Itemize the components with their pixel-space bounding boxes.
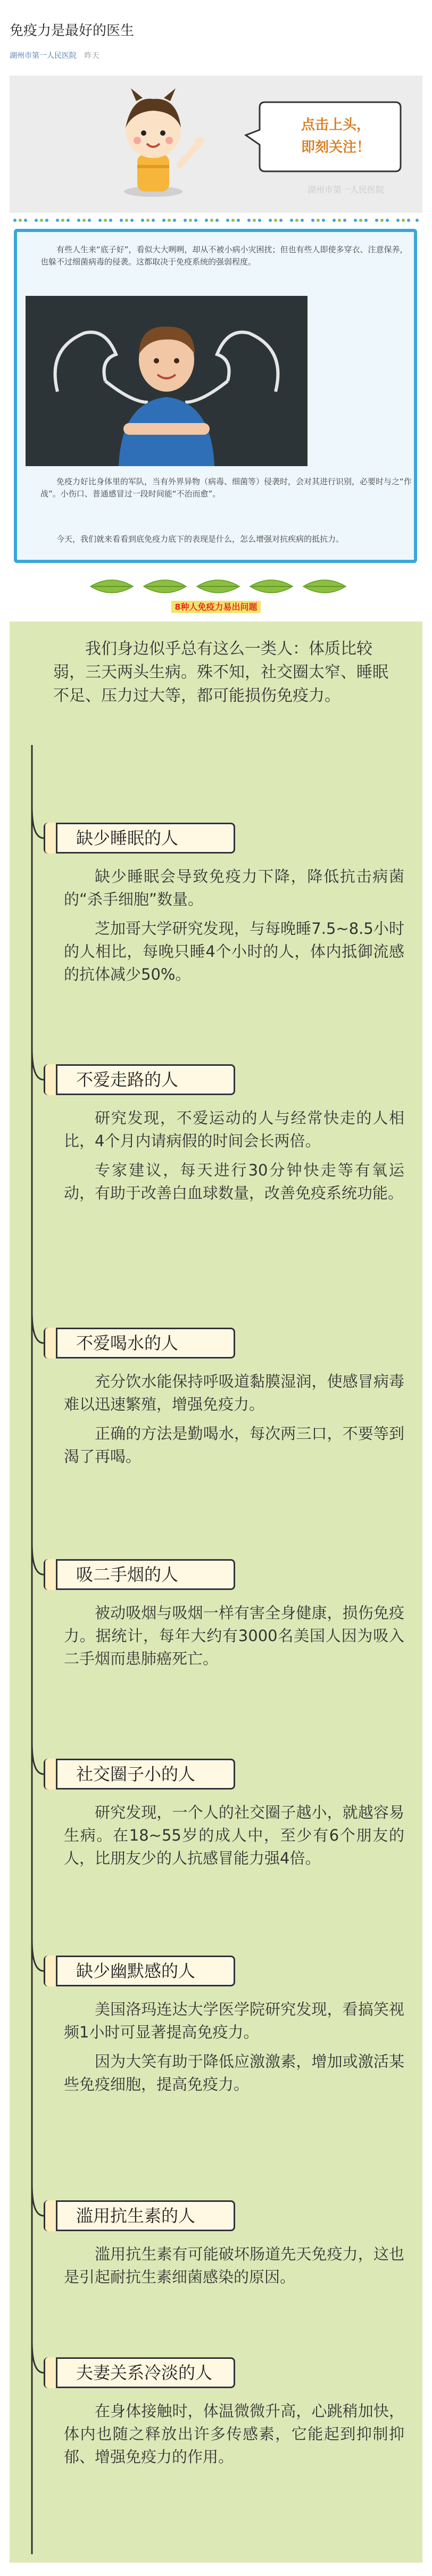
- cartoon-girl-icon: [100, 85, 206, 202]
- dotted-divider: [10, 214, 422, 227]
- intro-paragraph-2: 免疫力好比身体里的军队，当有外界异物（病毒、细菌等）侵袭时，会对其进行识别，必要时与之“作战”。小伤口、普通感冒过一段时间能“不治而愈”。: [40, 477, 412, 499]
- intro-paragraph-1: 有些人生来“底子好”，看似大大咧咧，却从不被小病小灾困扰；但也有些人即使多穿衣、注意保养，也躲不过细菌病毒的侵袭。这都取决于免疫系统的强弱程度。: [40, 245, 408, 267]
- follow-prompt-line1: 点击上头，: [301, 117, 370, 133]
- highlight-title: [0, 600, 432, 612]
- highlight-title-text: 8种人免疫力易出问题: [171, 601, 260, 613]
- follow-prompt: [275, 114, 397, 159]
- section-paragraph: 芝加哥大学研究发现，与每晚睡7.5~8.5小时的人相比，每晚只睡4个小时的人，体内抵御流感的抗体减少50%。: [64, 920, 404, 983]
- main-intro-paragraph: 我们身边似乎总有这么一类人：体质比较弱，三天两头生病。殊不知，社交圈太窄、睡眠不足、压力过大等，都可能损伤免疫力。: [53, 640, 388, 705]
- leaf-divider-icon: [80, 575, 356, 598]
- follow-banner: [10, 76, 422, 213]
- account-name-link[interactable]: 湖州市第一人民医院: [10, 52, 77, 60]
- section-body: [64, 1107, 404, 1211]
- intro-paragraph-3: 今天，我们就来看看到底免疫力底下的表现是什么，怎么增强对抗疾病的抵抗力。: [56, 534, 344, 544]
- section-body: [64, 2243, 404, 2295]
- section-label: 不爱喝水的人: [44, 1328, 235, 1359]
- section-paragraph: 缺少睡眠会导致免疫力下降，降低抗击病菌的“杀手细胞”数量。: [64, 867, 404, 908]
- section-body: [64, 2400, 404, 2475]
- boy-flexing-photo: [26, 296, 308, 466]
- hospital-watermark: 湖州市第一人民医院: [308, 185, 385, 195]
- section-paragraph: 在身体接触时，体温微微升高，心跳稍加快，体内也随之释放出许多传感素，它能起到抑制抑郁、增强免疫力的作用。: [64, 2402, 404, 2466]
- section-paragraph: 被动吸烟与吸烟一样有害全身健康，损伤免疫力。据统计，每年大约有3000名美国人因为吸入二手烟而患肺癌死亡。: [64, 1604, 404, 1668]
- section-paragraph: 专家建议，每天进行30分钟快走等有氧运动，有助于改善白血球数量，改善免疫系统功能。: [64, 1161, 404, 1202]
- article-meta: [10, 50, 422, 61]
- section-body: [64, 1602, 404, 1677]
- section-label: 社交圈子小的人: [44, 1759, 235, 1790]
- section-label: 缺少幽默感的人: [44, 1956, 235, 1986]
- section-body: [64, 865, 404, 992]
- article-title: 免疫力是最好的医生: [10, 23, 135, 39]
- section-body: [64, 1370, 404, 1475]
- section-label: 缺少睡眠的人: [44, 823, 235, 854]
- section-paragraph: 研究发现，不爱运动的人与经常快走的人相比，4个月内请病假的时间会长两倍。: [64, 1109, 404, 1150]
- article-header: [0, 0, 432, 63]
- section-label: 吸二手烟的人: [44, 1559, 235, 1590]
- section-paragraph: 因为大笑有助于降低应激激素，增加或激活某些免疫细胞，提高免疫力。: [64, 2052, 404, 2093]
- publish-date: 昨天: [84, 52, 99, 60]
- section-body: [64, 1998, 404, 2102]
- intro-card: [14, 229, 417, 563]
- section-paragraph: 充分饮水能保持呼吸道黏膜湿润，使感冒病毒难以迅速繁殖，增强免疫力。: [64, 1372, 404, 1413]
- section-paragraph: 研究发现，一个人的社交圈子越小，就越容易生病。在18~55岁的成人中，至少有6个朋友的人，比朋友少的人抗感冒能力强4倍。: [64, 1803, 404, 1867]
- section-paragraph: 正确的方法是勤喝水，每次两三口，不要等到渴了再喝。: [64, 1424, 404, 1465]
- section-paragraph: 美国洛玛连达大学医学院研究发现，看搞笑视频1小时可显著提高免疫力。: [64, 2000, 404, 2041]
- section-label: 夫妻关系冷淡的人: [44, 2357, 235, 2388]
- follow-prompt-line2: 即刻关注！: [301, 139, 370, 155]
- section-label: 滥用抗生素的人: [44, 2200, 235, 2231]
- section-label: 不爱走路的人: [44, 1064, 235, 1095]
- section-paragraph: 滥用抗生素有可能破坏肠道先天免疫力，这也是引起耐抗生素细菌感染的原因。: [64, 2245, 404, 2286]
- section-body: [64, 1801, 404, 1876]
